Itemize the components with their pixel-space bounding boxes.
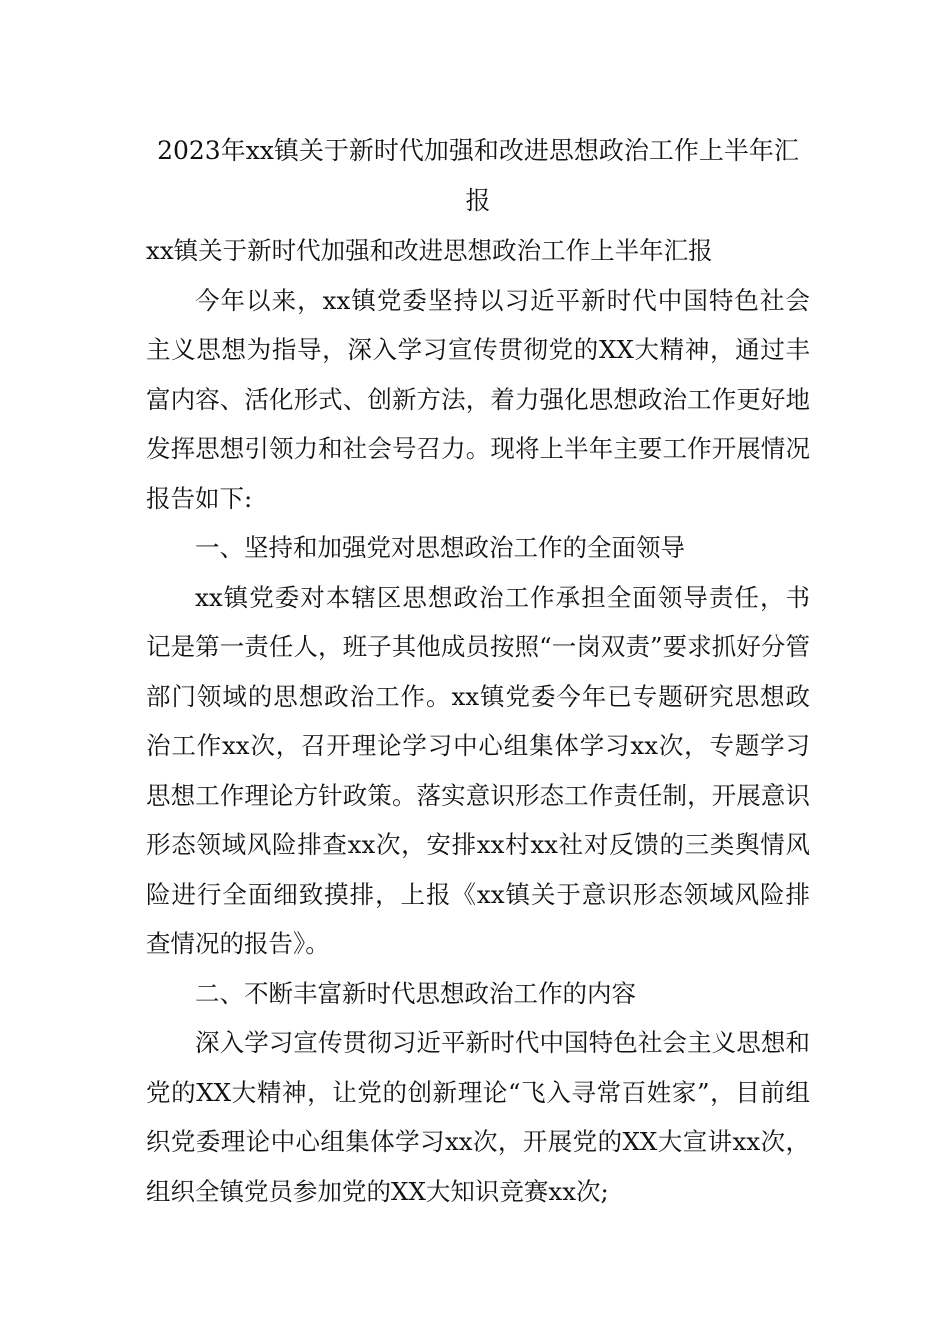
section-2-paragraph: 深入学习宣传贯彻习近平新时代中国特色社会主义思想和党的XX大精神，让党的创新理论“飞入寻常百姓家”，目前组织党委理论中心组集体学习xx次，开展党的XX大宣讲xx次，组织全镇党员参加党的XX大知识竞赛xx次; — [146, 1028, 810, 1206]
document-title: 2023年xx镇关于新时代加强和改进思想政治工作上半年汇报 — [157, 136, 799, 215]
intro-paragraph: 今年以来，xx镇党委坚持以习近平新时代中国特色社会主义思想为指导，深入学习宣传贯彻党的XX大精神，通过丰富内容、活化形式、创新方法，着力强化思想政治工作更好地发挥思想引领力和社会号召力。现将上半年主要工作开展情况报告如下: — [146, 285, 810, 513]
section-heading-1: 一、坚持和加强党对思想政治工作的全面领导 — [195, 533, 685, 562]
section-1-paragraph: xx镇党委对本辖区思想政治工作承担全面领导责任，书记是第一责任人，班子其他成员按照“一岗双责”要求抓好分管部门领域的思想政治工作。xx镇党委今年已专题研究思想政治工作xx次，召开理论学习中心组集体学习xx次，专题学习思想工作理论方针政策。落实意识形态工作责任制，开展意识形态领域风险排查xx次，安排xx村xx社对反馈的三类舆情风险进行全面细致摸排，上报《xx镇关于意识形态领域风险排查情况的报告》。 — [146, 582, 810, 958]
document-subtitle: xx镇关于新时代加强和改进思想政治工作上半年汇报 — [146, 236, 713, 265]
document-body — [146, 126, 810, 1216]
section-heading-2: 二、不断丰富新时代思想政治工作的内容 — [195, 978, 636, 1008]
